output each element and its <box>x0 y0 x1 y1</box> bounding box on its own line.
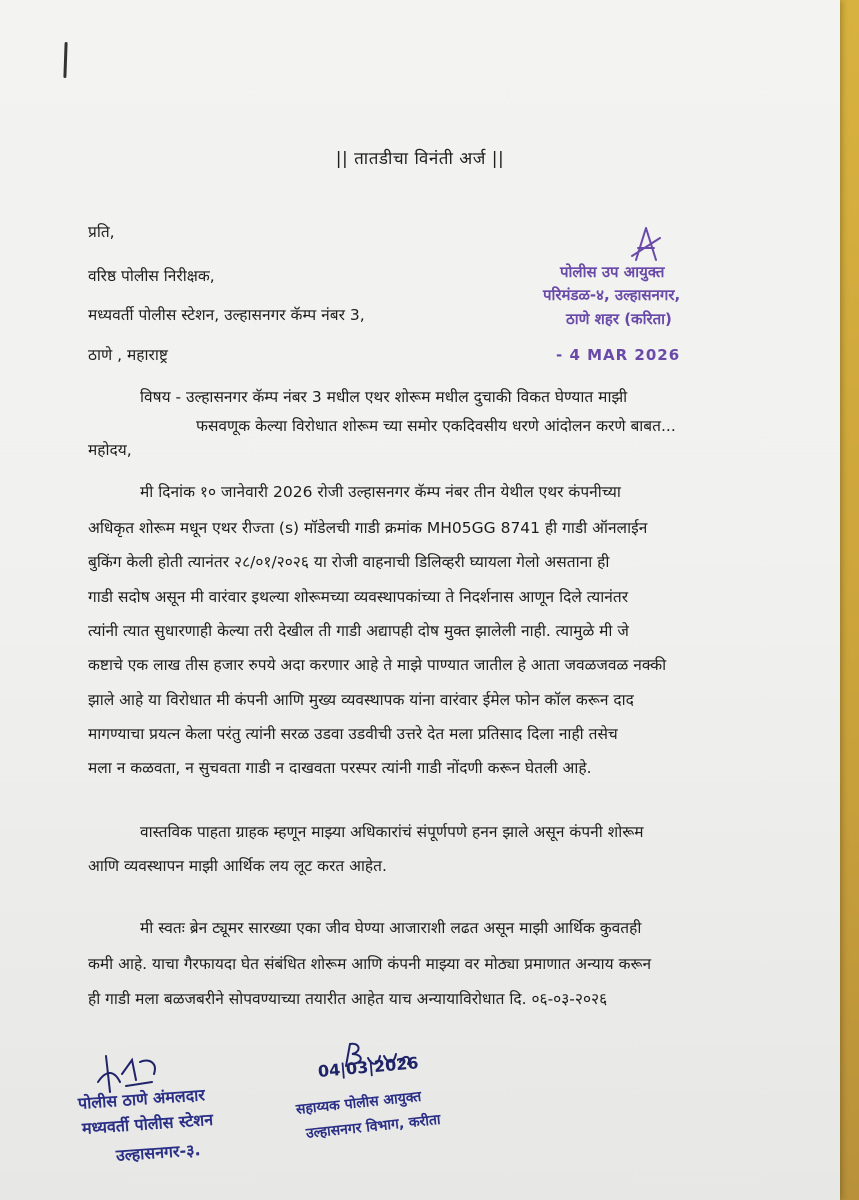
paragraph-2-line: वास्तविक पाहता ग्राहक म्हणून माझ्या अधिकारांचं संपूर्णपणे हनन झाले असून कंपनी शोरूम <box>140 823 644 841</box>
paragraph-1-line: मागण्याचा प्रयत्न केला परंतु त्यांनी सरळ उडवा उडवीची उत्तरे देत मला प्रतिसाद दिला नाही तसेच <box>88 725 618 743</box>
acp-stamp-date: 04|03|2026 <box>317 1053 420 1081</box>
station-stamp-line-2: मध्यवर्ती पोलीस स्टेशन <box>81 1109 214 1138</box>
letter-title: || तातडीचा विनंती अर्ज || <box>335 149 505 169</box>
paragraph-1-line: झाले आहे या विरोधात मी कंपनी आणि मुख्य व्यवस्थापक यांना वारंवार ईमेल फोन कॉल करून दाद <box>88 691 634 709</box>
paragraph-1-line: मला न कळवता, न सुचवता गाडी न दाखवता परस्पर त्यांनी गाडी नोंदणी करून घेतली आहे. <box>88 759 592 777</box>
salutation: महोदय, <box>88 441 132 459</box>
station-stamp-line-1: पोलीस ठाणे अंमलदार <box>77 1085 206 1113</box>
address-line-3: ठाणे , महाराष्ट्र <box>88 346 168 364</box>
dcp-stamp-date: - 4 MAR 2026 <box>556 346 681 364</box>
paragraph-1-line: त्यांनी त्यात सुधारणाही केल्या तरी देखील ती गाडी अद्यापही दोष मुक्त झालेली नाही. त्यामुळे मी जे <box>88 622 629 640</box>
dcp-stamp-line-2: परिमंडळ-४, उल्हासनगर, <box>543 286 681 304</box>
paragraph-1-line: बुकिंग केली होती त्यानंतर २८/०१/२०२६ या रोजी वाहनाची डिलिव्हरी घ्यायला गेलो असताना ही <box>88 553 610 571</box>
paragraph-3-line: ही गाडी मला बळजबरीने सोपवण्याच्या तयारीत आहेत याच अन्यायाविरोधात दि. ०६-०३-२०२६ <box>88 990 608 1008</box>
acp-stamp-line-1: सहाय्यक पोलीस आयुक्त <box>295 1088 423 1118</box>
paragraph-1-line: मी दिनांक १० जानेवारी 2026 रोजी उल्हासनगर कॅम्प नंबर तीन येथील एथर कंपनीच्या <box>140 483 621 501</box>
address-line-1: वरिष्ठ पोलीस निरीक्षक, <box>88 267 215 285</box>
paragraph-1-line: गाडी सदोष असून मी वारंवार इथल्या शोरूमच्या व्यवस्थापकांच्या ते निदर्शनास आणून दिले त्यानंतर <box>88 588 629 606</box>
address-line-2: मध्यवर्ती पोलीस स्टेशन, उल्हासनगर कॅम्प नंबर 3, <box>88 306 365 324</box>
paragraph-1-line: अधिकृत शोरूम मधून एथर रीज्ता (s) मॉडेलची गाडी क्रमांक MH05GG 8741 ही गाडी ऑनलाईन <box>88 519 648 537</box>
paragraph-2-line: आणि व्यवस्थापन माझी आर्थिक लय लूट करत आहेत. <box>88 857 387 875</box>
pen-mark <box>63 42 67 78</box>
subject-line-2: फसवणूक केल्या विरोधात शोरूम च्या समोर एकदिवसीय धरणे आंदोलन करणे बाबत... <box>196 417 676 435</box>
dcp-stamp-line-3: ठाणे शहर (करिता) <box>566 310 672 328</box>
paragraph-3-line: कमी आहे. याचा गैरफायदा घेत संबंधित शोरूम आणि कंपनी माझ्या वर मोठ्या प्रमाणात अन्याय करून <box>88 955 652 973</box>
stamp-emblem-icon <box>628 226 664 266</box>
paragraph-1-line: कष्टाचे एक लाख तीस हजार रुपये अदा करणार आहे ते माझे पाण्यात जातील हे आता जवळजवळ नक्की <box>88 656 667 674</box>
address-to: प्रति, <box>88 223 115 241</box>
subject-line-1: विषय - उल्हासनगर कॅम्प नंबर 3 मधील एथर शोरूम मधील दुचाकी विकत घेण्यात माझी <box>140 388 628 406</box>
paragraph-3-line: मी स्वतः ब्रेन ट्यूमर सारख्या एका जीव घेण्या आजाराशी लढत असून माझी आर्थिक कुवतही <box>140 919 642 937</box>
station-stamp-line-3: उल्हासनगर-३. <box>115 1140 202 1165</box>
dcp-stamp-line-1: पोलीस उप आयुक्त <box>560 263 665 281</box>
acp-stamp-line-2: उल्हासनगर विभाग, करीता <box>305 1111 442 1142</box>
